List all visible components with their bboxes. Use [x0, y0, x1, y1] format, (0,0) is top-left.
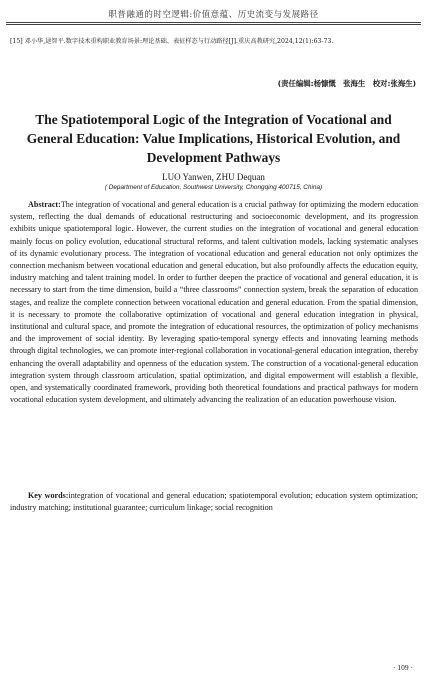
header-rule-thick [6, 22, 421, 23]
header-rule-thin [6, 24, 421, 25]
article-title: The Spatiotemporal Logic of the Integration of Vocational and General Education: Value Implications, Historical Evolution, and Development Pathways [26, 112, 401, 165]
author-names: LUO Yanwen, ZHU Dequan [162, 172, 265, 182]
author-affiliation: ( Department of Education, Southwest University, Chongqing 400715, China) [104, 184, 323, 191]
abstract-text: The integration of vocational and general education is a crucial pathway for optimizing the modern education system, reflecting the dual demands of educational restructuring and socioeconomic development, and its progression exhibits unique spatiotemporal logic. However, the current studies on the integration of vocational and general education mainly focus on policy evolution, educational structural reforms, and talent cultivation models, lacking systematic analyses of its dynamic evolutionary process. The integration of vocational education and general education not only optimizes the connection mechanism between vocational education and general education, but also profoundly affects the education equity, industry matching and talent training model. In order to further deepen the practice of vocational and general education, it is necessary to start from the time dimension, build a “three classrooms” connection system, break the separation of education stages, and realize the complete connection between vocational education and general education. From the spatial dimension, it is necessary to promote the collaborative optimization of vocational and general education integration in physical, institutional and cultural space, and promote the integration of educational resources, the optimization of policy mechanisms and the improvement of social identity. By leveraging spatio-temporal synergy effects and innovating learning methods through digital technologies, we can promote inter-regional collaboration in vocational-general education integration, thereby enhancing the overall adaptability and openness of the education system. The construction of a vocational-general education integration system through classroom articulation, spatial optimization, and digital empowerment will establish a flexible, open, and systematically coordinated framework, providing both theoretical foundations and practical pathways for modern vocational education system development, and ultimately advancing the realization of an education powerhouse vision. [10, 200, 418, 405]
keywords [10, 490, 418, 514]
running-header: 职普融通的时空逻辑:价值意蕴、历史流变与发展路径 [108, 10, 319, 20]
keywords-text: integration of vocational and general education; spatiotemporal evolution; education system optimization; industry matching; institutional guarantee; curriculum linkage; social recognition [10, 491, 418, 513]
editor-note: (责任编辑:杨慷慨 张海生 校对:张海生) [277, 79, 416, 88]
keywords-label: Key words: [28, 491, 69, 500]
reference-15: [15] 邓小华,逯智平.数字技术重构职业教育场景:理论基础、表征样态与行动路径[J].重庆高教研究,2024,12(1):63-73. [10, 38, 334, 45]
abstract [10, 199, 418, 406]
page-number: · 109 · [393, 663, 413, 672]
abstract-label: Abstract: [28, 200, 61, 209]
